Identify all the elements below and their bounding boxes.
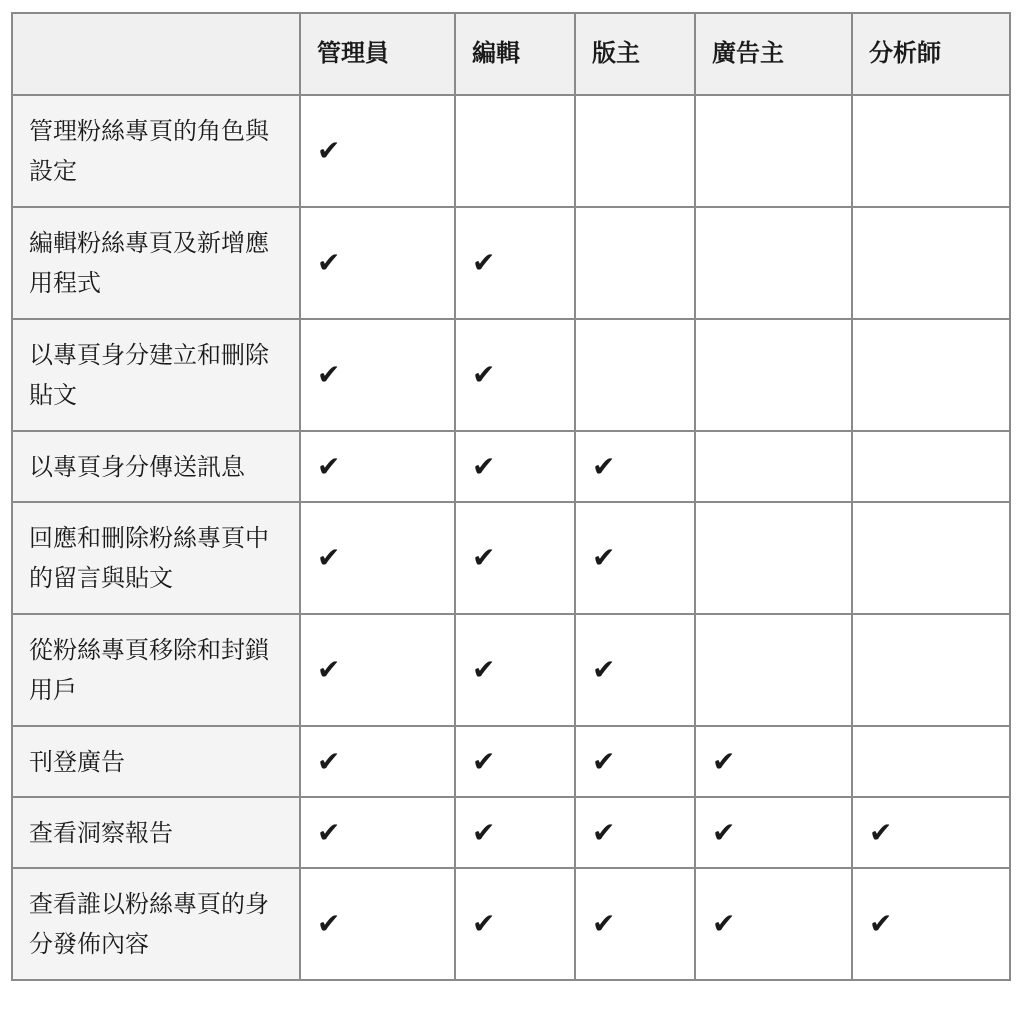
checkmark-icon: ✔ (592, 907, 616, 940)
permission-cell-advertiser (695, 614, 852, 726)
permission-cell-editor (455, 207, 575, 319)
page-roles-permissions-table (11, 12, 1011, 981)
checkmark-icon: ✔ (472, 449, 496, 483)
permission-cell-editor (455, 868, 575, 980)
checkmark-icon: ✔ (317, 449, 341, 483)
header-role-moderator: 版主 (575, 13, 695, 95)
header-corner-cell (12, 13, 300, 95)
permission-cell-editor (455, 502, 575, 614)
permission-cell-analyst (852, 95, 1010, 207)
permission-cell-editor (455, 614, 575, 726)
permission-cell-admin (300, 319, 455, 431)
permission-cell-advertiser (695, 726, 852, 797)
permission-label: 刊登廣告 (12, 726, 300, 797)
permission-cell-advertiser (695, 207, 852, 319)
permission-cell-moderator (575, 868, 695, 980)
permission-cell-moderator (575, 797, 695, 868)
header-role-analyst: 分析師 (852, 13, 1010, 95)
permission-cell-moderator (575, 614, 695, 726)
permission-cell-editor (455, 726, 575, 797)
permission-cell-editor (455, 797, 575, 868)
permission-cell-advertiser (695, 95, 852, 207)
permissions-table-body (12, 95, 1010, 980)
table-row (12, 431, 1010, 502)
permission-cell-moderator (575, 207, 695, 319)
table-row (12, 614, 1010, 726)
permission-cell-analyst (852, 614, 1010, 726)
permission-cell-moderator (575, 431, 695, 502)
permission-label: 以專頁身分建立和刪除貼文 (12, 319, 300, 431)
permission-label: 查看洞察報告 (12, 797, 300, 868)
permission-cell-admin (300, 726, 455, 797)
permission-cell-analyst (852, 502, 1010, 614)
permission-cell-advertiser (695, 502, 852, 614)
checkmark-icon: ✔ (592, 653, 616, 686)
checkmark-icon: ✔ (472, 744, 496, 778)
checkmark-icon: ✔ (592, 449, 616, 483)
header-row (12, 13, 1010, 95)
checkmark-icon: ✔ (472, 815, 496, 849)
header-role-editor: 編輯 (455, 13, 575, 95)
table-row (12, 726, 1010, 797)
permission-cell-moderator (575, 726, 695, 797)
permission-label: 回應和刪除粉絲專頁中的留言與貼文 (12, 502, 300, 614)
permission-cell-admin (300, 95, 455, 207)
table-row (12, 207, 1010, 319)
permission-cell-admin (300, 207, 455, 319)
checkmark-icon: ✔ (472, 653, 496, 686)
permission-cell-advertiser (695, 431, 852, 502)
permission-cell-admin (300, 614, 455, 726)
checkmark-icon: ✔ (472, 246, 496, 279)
permission-label: 從粉絲專頁移除和封鎖用戶 (12, 614, 300, 726)
permission-label: 以專頁身分傳送訊息 (12, 431, 300, 502)
checkmark-icon: ✔ (869, 815, 893, 849)
permission-cell-analyst (852, 319, 1010, 431)
checkmark-icon: ✔ (317, 358, 341, 391)
checkmark-icon: ✔ (592, 541, 616, 574)
permission-cell-advertiser (695, 868, 852, 980)
checkmark-icon: ✔ (869, 907, 893, 940)
permissions-table-wrapper (11, 12, 1011, 981)
permission-cell-advertiser (695, 319, 852, 431)
permission-cell-analyst (852, 797, 1010, 868)
checkmark-icon: ✔ (592, 815, 616, 849)
permission-cell-moderator (575, 319, 695, 431)
checkmark-icon: ✔ (317, 744, 341, 778)
checkmark-icon: ✔ (317, 907, 341, 940)
permission-cell-analyst (852, 868, 1010, 980)
permission-cell-analyst (852, 207, 1010, 319)
header-role-admin: 管理員 (300, 13, 455, 95)
permission-cell-admin (300, 797, 455, 868)
checkmark-icon: ✔ (317, 653, 341, 686)
table-row (12, 95, 1010, 207)
permission-cell-moderator (575, 95, 695, 207)
permission-cell-advertiser (695, 797, 852, 868)
checkmark-icon: ✔ (472, 358, 496, 391)
table-row (12, 319, 1010, 431)
permission-label: 管理粉絲專頁的角色與設定 (12, 95, 300, 207)
table-row (12, 502, 1010, 614)
permission-cell-admin (300, 502, 455, 614)
checkmark-icon: ✔ (317, 134, 341, 167)
permission-cell-analyst (852, 431, 1010, 502)
permission-cell-editor (455, 431, 575, 502)
checkmark-icon: ✔ (472, 907, 496, 940)
header-role-advertiser: 廣告主 (695, 13, 852, 95)
checkmark-icon: ✔ (472, 541, 496, 574)
checkmark-icon: ✔ (317, 246, 341, 279)
checkmark-icon: ✔ (592, 744, 616, 778)
permission-label: 編輯粉絲專頁及新增應用程式 (12, 207, 300, 319)
checkmark-icon: ✔ (317, 815, 341, 849)
checkmark-icon: ✔ (712, 744, 736, 778)
permission-cell-analyst (852, 726, 1010, 797)
checkmark-icon: ✔ (712, 815, 736, 849)
permission-label: 查看誰以粉絲專頁的身分發佈內容 (12, 868, 300, 980)
permission-cell-editor (455, 319, 575, 431)
permission-cell-editor (455, 95, 575, 207)
permission-cell-admin (300, 431, 455, 502)
checkmark-icon: ✔ (317, 541, 341, 574)
table-row (12, 797, 1010, 868)
permission-cell-admin (300, 868, 455, 980)
checkmark-icon: ✔ (712, 907, 736, 940)
table-row (12, 868, 1010, 980)
permission-cell-moderator (575, 502, 695, 614)
